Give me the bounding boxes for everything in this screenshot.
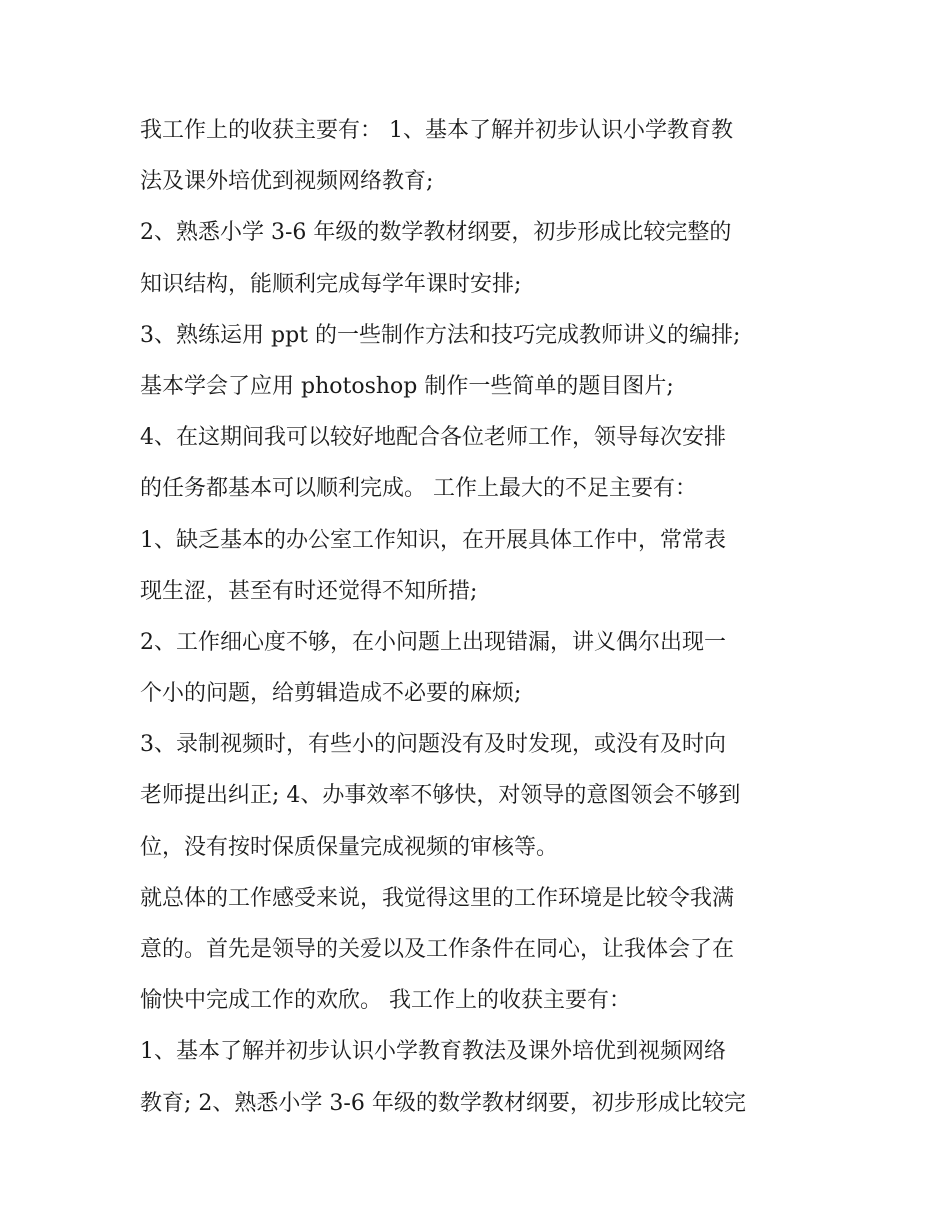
text-line: 个小的问题，给剪辑造成不必要的麻烦; [140,681,522,707]
text-line: 老师提出纠正; 4、办事效率不够快，对领导的意图领会不够到 [140,783,741,809]
text-line: 2、熟悉小学 3-6 年级的数学教材纲要，初步形成比较完整的 [140,220,732,246]
document-body [140,105,820,1129]
text-line: 位，没有按时保质保量完成视频的审核等。 [140,834,559,860]
text-line: 3、录制视频时，有些小的问题没有及时发现，或没有及时向 [140,732,726,758]
text-line: 基本学会了应用 photoshop 制作一些简单的题目图片; [140,373,674,399]
text-line: 3、熟练运用 ppt 的一些制作方法和技巧完成教师讲义的编排; [140,322,741,348]
text-line: 的任务都基本可以顺利完成。 工作上最大的不足主要有： [140,476,697,502]
text-line: 我工作上的收获主要有： 1、基本了解并初步认识小学教育教 [140,118,733,143]
text-line: 就总体的工作感受来说，我觉得这里的工作环境是比较令我满 [140,885,735,911]
text-line: 意的。首先是领导的关爱以及工作条件在同心，让我体会了在 [140,937,735,962]
text-line: 现生涩，甚至有时还觉得不知所措; [140,578,478,604]
text-line: 4、在这期间我可以较好地配合各位老师工作，领导每次安排 [140,425,726,451]
text-line: 1、缺乏基本的办公室工作知识，在开展具体工作中，常常表 [140,527,726,553]
text-line: 教育; 2、熟悉小学 3-6 年级的数学教材纲要，初步形成比较完 [140,1090,746,1116]
text-line: 知识结构，能顺利完成每学年课时安排; [140,271,522,297]
text-line: 法及课外培优到视频网络教育; [140,169,434,195]
text-line: 愉快中完成工作的欢欣。 我工作上的收获主要有： [140,988,631,1014]
text-line: 1、基本了解并初步认识小学教育教法及课外培优到视频网络 [140,1039,726,1065]
text-line: 2、工作细心度不够，在小问题上出现错漏，讲义偶尔出现一 [140,629,726,655]
